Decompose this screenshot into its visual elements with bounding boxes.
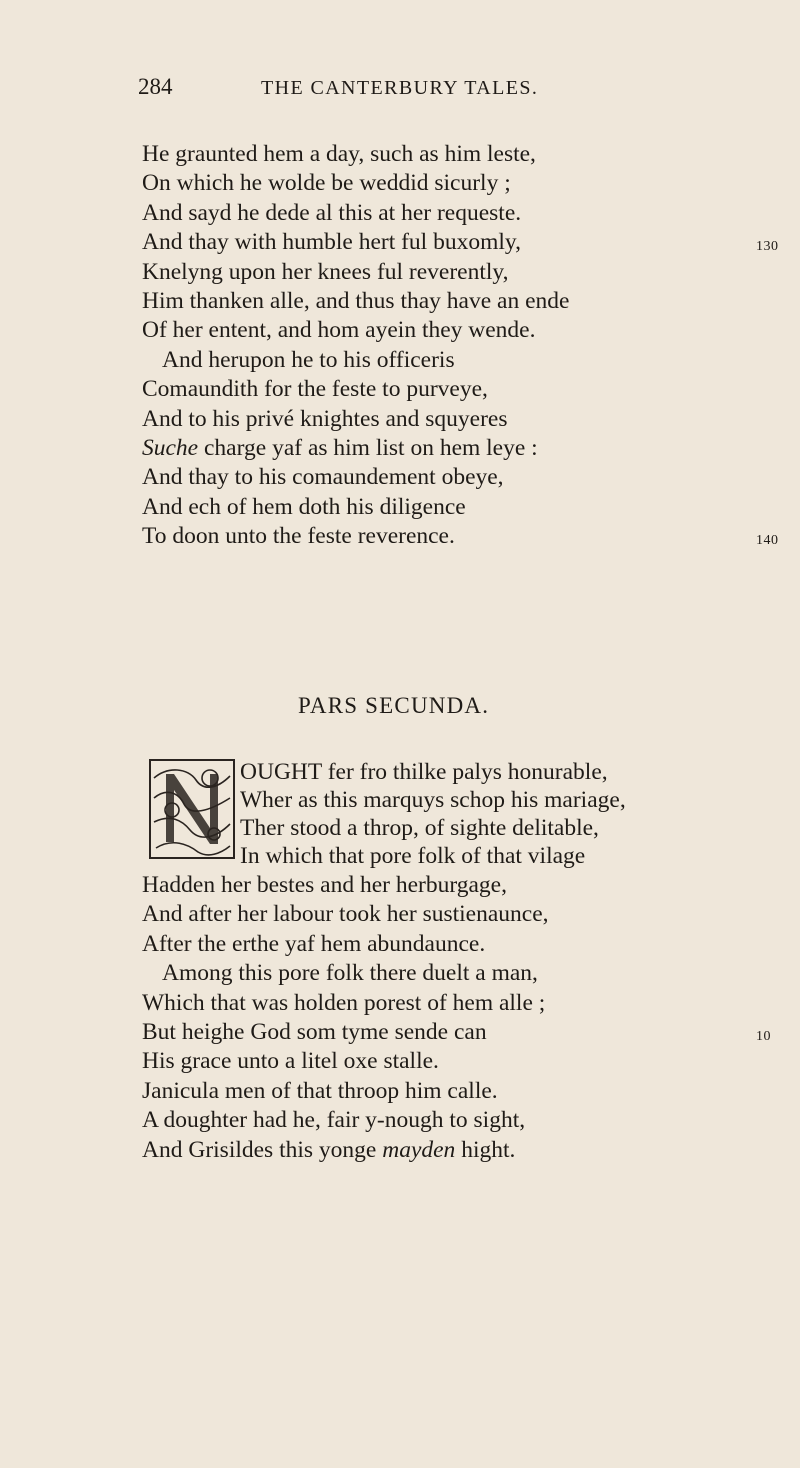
verse-line xyxy=(142,375,569,404)
line-number: 130 xyxy=(756,239,779,255)
dropcap-line: Wher as this marquys schop his mariage, xyxy=(240,787,626,813)
verse-line xyxy=(142,346,569,375)
verse-text: And to his privé knightes and squyeres xyxy=(142,405,508,432)
verse-line xyxy=(142,522,779,551)
verse-text: And herupon he to his officeris xyxy=(162,346,455,373)
verse-line xyxy=(142,930,549,959)
verse-line xyxy=(142,1018,771,1047)
verse-line xyxy=(142,405,569,434)
verse-text: To doon unto the feste reverence. xyxy=(142,523,455,550)
verse-line xyxy=(142,871,549,900)
verse-text: But heighe God som tyme sende can xyxy=(142,1018,487,1045)
line-number: 140 xyxy=(756,533,779,549)
stanza-two xyxy=(142,871,771,1165)
page-header xyxy=(138,74,678,114)
verse-text: Knelyng upon her knees ful reverently, xyxy=(142,258,509,285)
verse-line xyxy=(142,989,549,1018)
verse-line xyxy=(142,463,569,492)
line-number: 10 xyxy=(756,1028,771,1044)
verse-text: His grace unto a litel oxe stalle. xyxy=(142,1048,439,1075)
verse-line xyxy=(142,1136,549,1165)
verse-text: Him thanken alle, and thus thay have an ende xyxy=(142,287,570,314)
verse-text: Which that was holden porest of hem alle ; xyxy=(142,989,546,1016)
section-heading: PARS SECUNDA. xyxy=(298,693,490,718)
verse-text: And ech of hem doth his diligence xyxy=(142,493,466,520)
verse-line xyxy=(142,434,569,463)
dropcap-line: OUGHT fer fro thilke palys honurable, xyxy=(240,759,608,785)
verse-text: And after her labour took her sustienaunce, xyxy=(142,901,549,928)
verse-line xyxy=(142,1077,549,1106)
verse-text: Hadden her bestes and her herburgage, xyxy=(142,872,507,898)
verse-line xyxy=(142,140,569,169)
verse-line xyxy=(142,258,569,287)
verse-italic: Suche xyxy=(142,434,199,461)
verse-text: On which he wolde be weddid sicurly ; xyxy=(142,170,511,197)
verse-text: Janicula men of that throop him calle. xyxy=(142,1077,498,1104)
verse-line xyxy=(142,493,569,522)
dropcap-paragraph xyxy=(148,758,708,878)
verse-italic: mayden xyxy=(382,1136,456,1163)
verse-line xyxy=(142,287,569,316)
verse-text: Comaundith for the feste to purveye, xyxy=(142,376,488,403)
verse-text: And thay with humble hert ful buxomly, xyxy=(142,229,521,256)
verse-text: After the erthe yaf hem abundaunce. xyxy=(142,930,486,957)
verse-text: Of her entent, and hom ayein they wende. xyxy=(142,317,536,344)
verse-line xyxy=(142,316,569,345)
verse-text: He graunted hem a day, such as him leste, xyxy=(142,141,536,167)
verse-line xyxy=(142,228,779,257)
verse-text: A doughter had he, fair y-nough to sight, xyxy=(142,1107,526,1134)
verse-line xyxy=(142,959,549,988)
stanza-one xyxy=(142,140,779,551)
verse-line xyxy=(142,199,569,228)
running-title: THE CANTERBURY TALES. xyxy=(261,77,539,99)
verse-text: And Grisildes this yonge xyxy=(142,1136,383,1163)
ornamental-initial-icon xyxy=(148,758,236,862)
verse-text: And sayd he dede al this at her requeste. xyxy=(142,199,522,226)
verse-line xyxy=(142,1106,549,1135)
verse-line xyxy=(142,900,549,929)
verse-line xyxy=(142,169,569,198)
verse-text: Among this pore folk there duelt a man, xyxy=(162,960,538,987)
dropcap-line: In which that pore folk of that vilage xyxy=(240,843,586,869)
page-number: 284 xyxy=(138,74,173,99)
ornamental-initial xyxy=(148,758,236,862)
verse-line xyxy=(142,1047,549,1076)
verse-text: And thay to his comaundement obeye, xyxy=(142,464,504,491)
verse-text: hight. xyxy=(455,1136,516,1163)
verse-text: charge yaf as him list on hem leye : xyxy=(198,434,538,461)
dropcap-line: Ther stood a throp, of sighte delitable, xyxy=(240,815,599,841)
